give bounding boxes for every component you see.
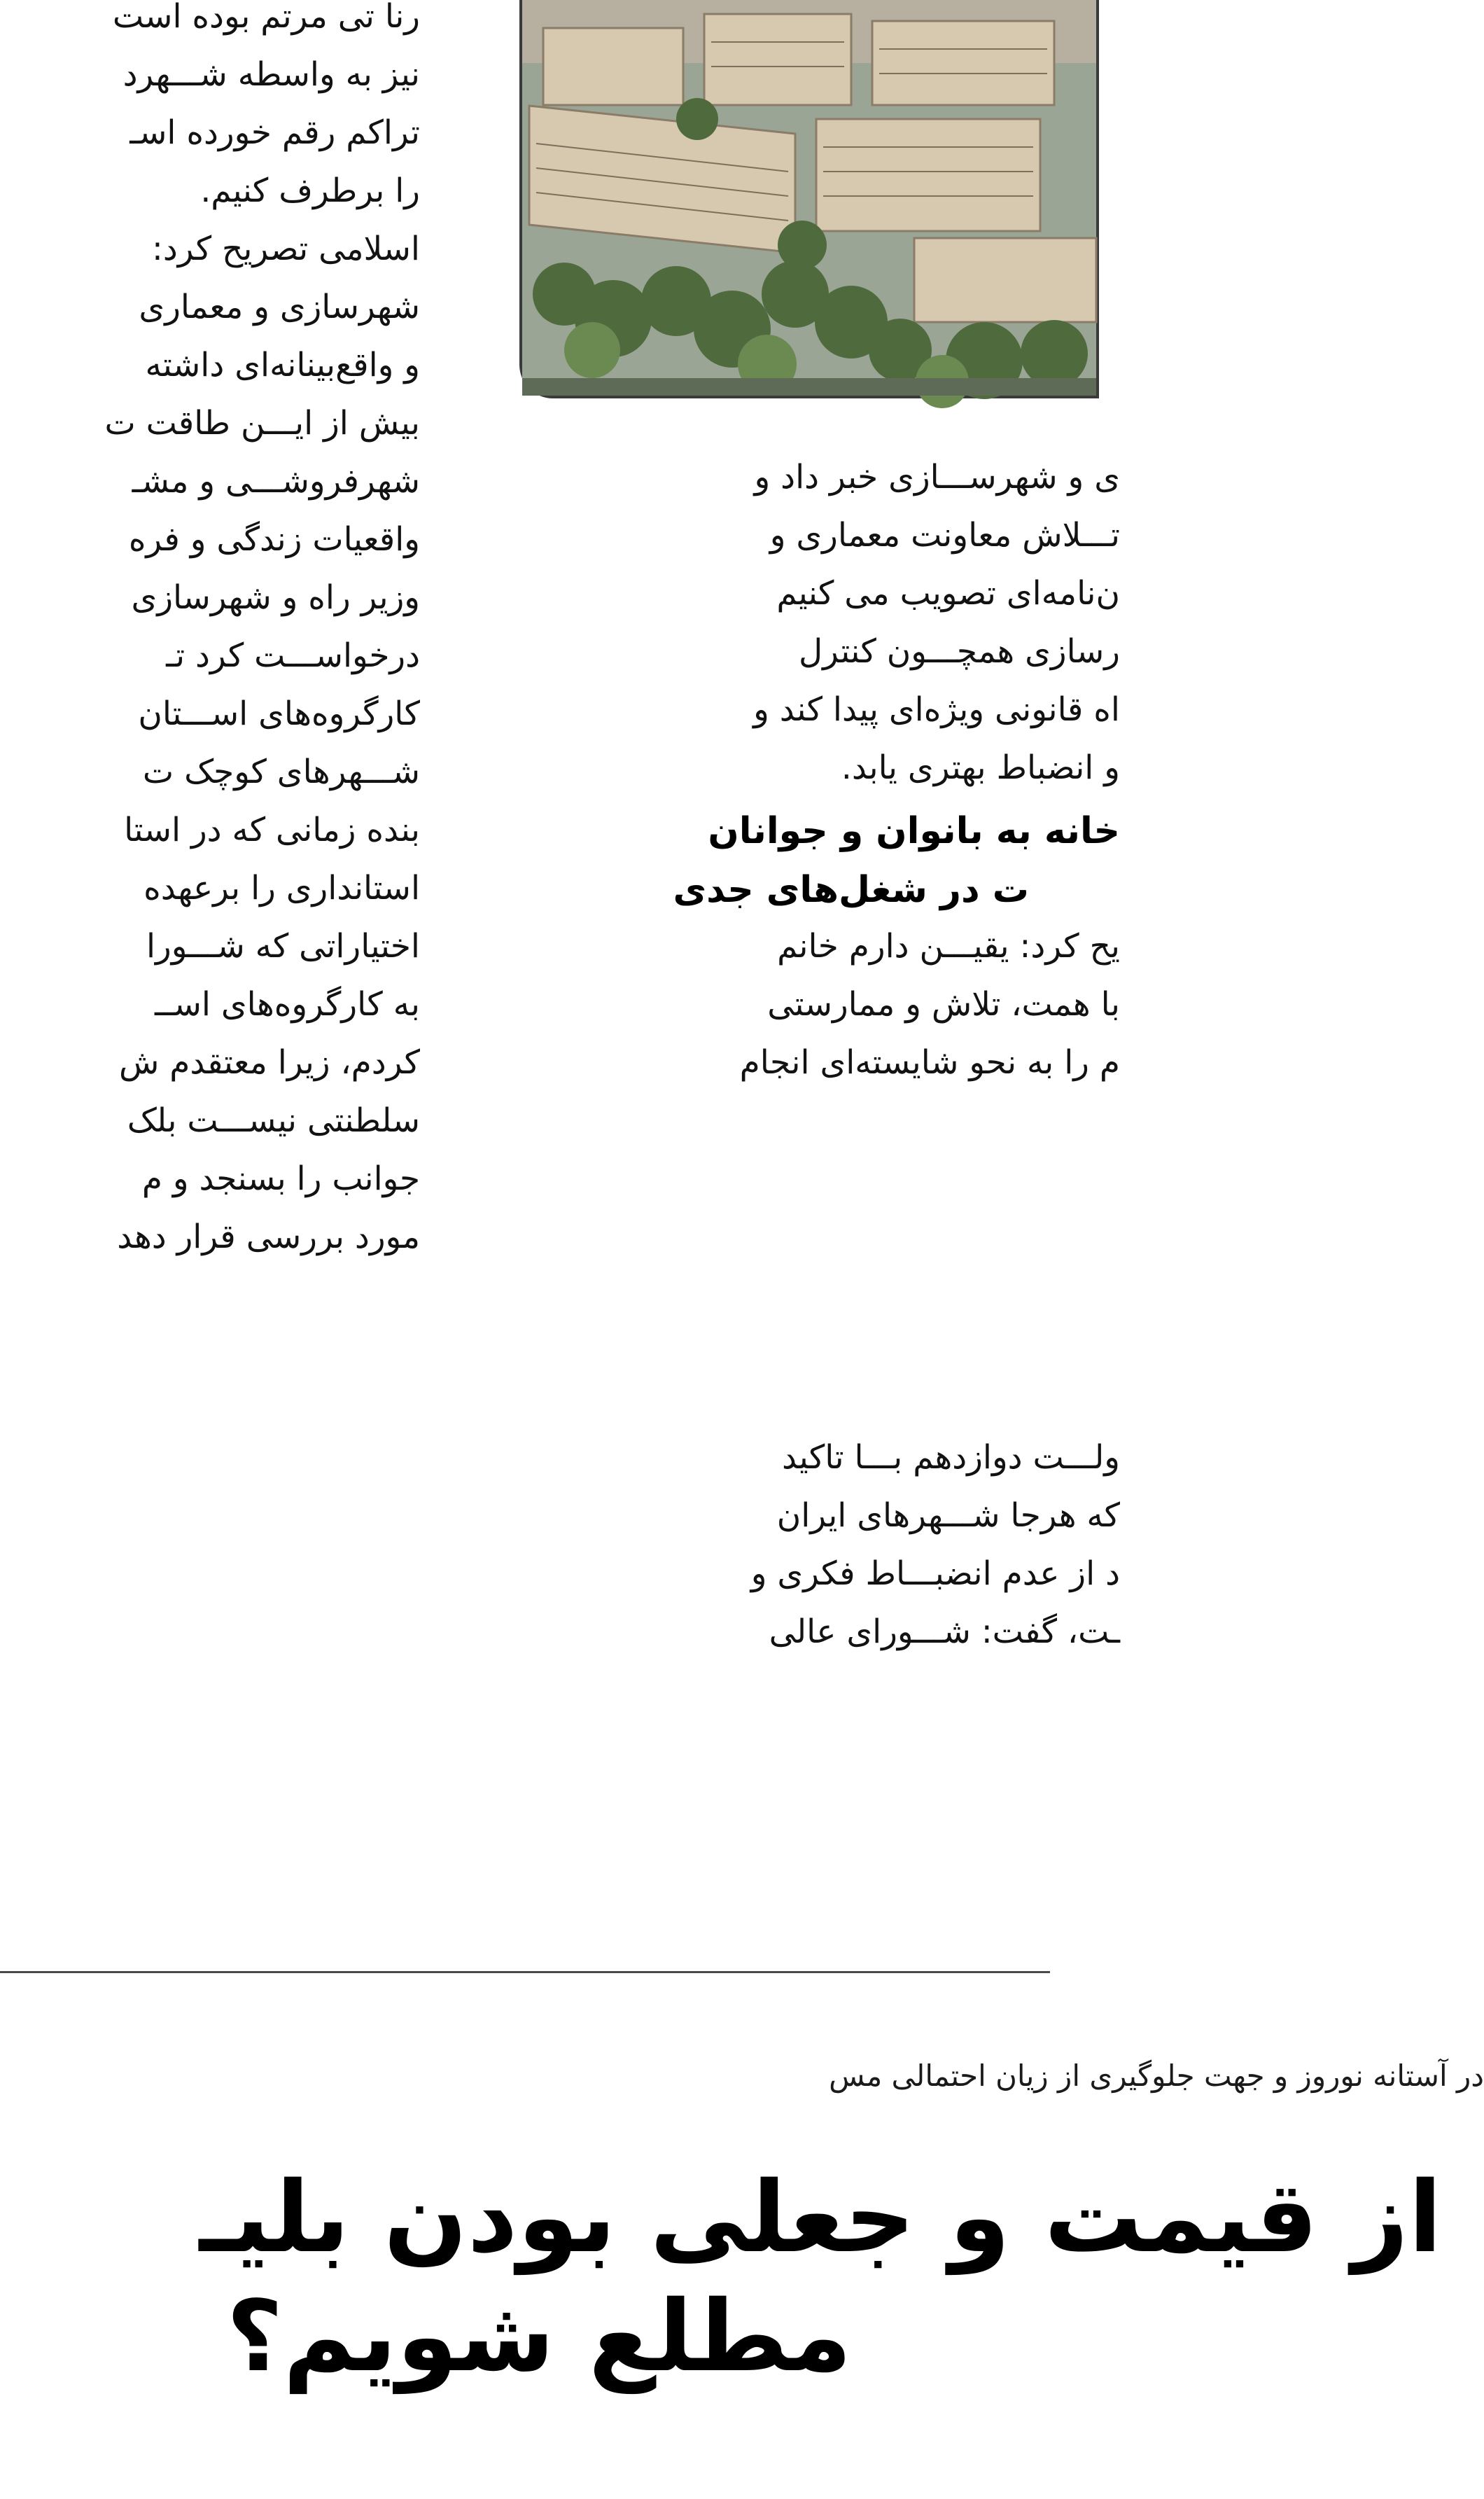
article-left-column xyxy=(0,0,420,1266)
text-line: استانداری را برعهده xyxy=(144,869,420,907)
text-line: ی و شهرســـازی خبر داد و xyxy=(754,458,1120,496)
text-line: ولـــت دوازدهم بـــا تاکید xyxy=(781,1438,1120,1477)
section-divider xyxy=(0,1971,1050,1973)
text-line: یح کرد: یقیـــن دارم خانم xyxy=(777,927,1120,966)
text-line: واقعیات زندگی و فره xyxy=(128,520,420,559)
article-subheading xyxy=(476,802,1120,919)
headline-line-2: مطلع شویم؟ xyxy=(226,2280,852,2394)
text-line: رنا تی مرتم بوده است xyxy=(112,0,420,36)
text-line: ـت، گفت: شـــورای عالی xyxy=(769,1613,1120,1651)
text-line: جوانب را بسنجد و م xyxy=(141,1160,420,1198)
text-line: با همت، تلاش و ممارستی xyxy=(767,985,1120,1024)
text-line: د از عدم انضبـــاط فکری و xyxy=(750,1554,1120,1593)
text-line: شـــهرهای کوچک ت xyxy=(142,753,420,791)
text-line: کارگروه‌های اســـتان xyxy=(138,695,420,733)
text-line: رسازی همچـــون کنترل xyxy=(799,632,1120,671)
text-line: تـــلاش معاونت معماری و xyxy=(769,516,1120,555)
article-middle-column-top xyxy=(476,448,1120,797)
text-line: اسلامی تصریح کرد: xyxy=(152,230,420,268)
text-line: مورد بررسی قرار دهد xyxy=(117,1218,420,1256)
article-middle-column-bottom xyxy=(476,1428,1120,1661)
text-line: و انضباط بهتری یابد. xyxy=(841,749,1120,787)
subheading-line: ت در شغل‌های جدی xyxy=(673,869,1029,911)
text-line: و واقع‌بینانه‌ای داشته xyxy=(145,346,420,384)
text-line: به کارگروه‌های اســ xyxy=(154,985,420,1024)
text-line: درخواســـت کرد تـ xyxy=(166,636,420,675)
text-line: نیز به واسطه شـــهرد xyxy=(122,55,420,94)
headline-line-1: از قیمت و جعلی بودن بلیـ xyxy=(199,2161,1442,2275)
text-line: کردم، زیرا معتقدم ش xyxy=(118,1043,420,1082)
text-line: که هرجا شـــهرهای ایران xyxy=(776,1496,1120,1535)
text-line: را برطرف کنیم. xyxy=(200,172,420,210)
story-kicker: در آستانه نوروز و جهت جلوگیری از زیان احتمالی مس xyxy=(829,2059,1484,2093)
residential-buildings-photo xyxy=(519,0,1099,398)
text-line: تراکم رقم خورده اسـ xyxy=(130,113,420,152)
text-line: اه قانونی ویژه‌ای پیدا کند و xyxy=(753,690,1120,729)
subheading-line: خانه به بانوان و جوانان xyxy=(708,810,1120,852)
article-middle-column-mid xyxy=(476,917,1120,1092)
text-line: بیش از ایـــن طاقت ت xyxy=(104,404,420,443)
text-line: اختیاراتی که شـــورا xyxy=(146,927,420,966)
text-line: سلطنتی نیســـت بلک xyxy=(127,1101,420,1140)
text-line: بنده زمانی که در استا xyxy=(124,811,420,849)
text-line: وزیر راه و شهرسازی xyxy=(131,578,420,617)
text-line: شهرسازی و معماری xyxy=(139,288,420,326)
text-line: شهرفروشـــی و مشـ xyxy=(132,462,420,501)
text-line: ن‌نامه‌ای تصویب می کنیم xyxy=(776,574,1120,613)
text-line: م را به نحو شایسته‌ای انجام xyxy=(739,1043,1120,1082)
buildings-photo-illustration xyxy=(522,0,1096,396)
